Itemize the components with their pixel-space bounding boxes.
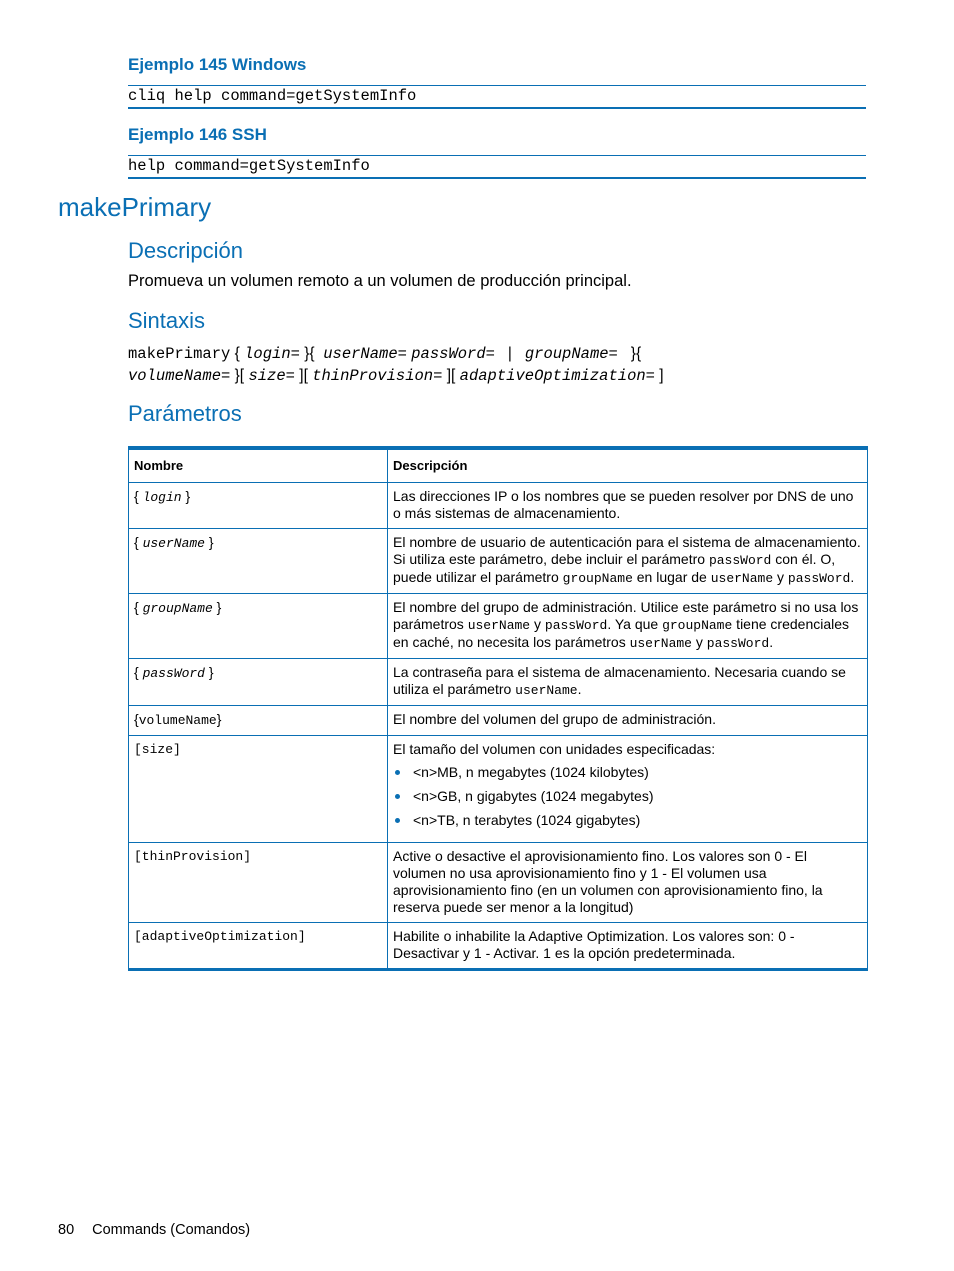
bullet-icon (395, 770, 400, 775)
syntax-groupname: groupName= (524, 345, 618, 363)
param-description: Active o desactive el aprovisionamiento fino. Los valores son 0 - El volumen no usa aprovisionamiento fino y 1 - El volumen usa aprovisionamiento fino (en un volumen con aprovisionamiento fino, la reserva puede ser menor a la longitud) (388, 843, 868, 923)
parameters-table (128, 446, 868, 971)
page-footer (58, 1222, 268, 1238)
column-header-name: Nombre (129, 448, 388, 483)
example-145-code: cliq help command=getSystemInfo (128, 85, 866, 109)
syntax-thinprovision: thinProvision= (312, 367, 443, 385)
example-146-title: Ejemplo 146 SSH (128, 125, 267, 144)
table-row (129, 483, 868, 529)
syntax-login: login= (244, 345, 300, 363)
table-row (129, 923, 868, 970)
param-name: {volumeName} (129, 706, 388, 736)
command-heading: makePrimary (58, 192, 212, 222)
syntax-heading: Sintaxis (128, 308, 206, 333)
param-name: [adaptiveOptimization] (129, 923, 388, 970)
page-number: 80 (58, 1222, 75, 1238)
example-145-title: Ejemplo 145 Windows (128, 55, 307, 74)
table-row (129, 843, 868, 923)
example-146-code: help command=getSystemInfo (128, 155, 866, 179)
table-row (129, 736, 868, 843)
column-header-description: Descripción (388, 448, 868, 483)
param-name: [thinProvision] (129, 843, 388, 923)
param-name: { passWord } (129, 659, 388, 706)
table-row (129, 594, 868, 659)
syntax-volumename: volumeName= (128, 367, 231, 385)
syntax-size: size= (248, 367, 295, 385)
list-item: <n>GB, n gigabytes (1024 megabytes) (393, 788, 862, 805)
description-heading: Descripción (128, 238, 243, 263)
param-description: El nombre de usuario de autenticación para el sistema de almacenamiento. Si utiliza este parámetro, debe incluir el parámetro passWord con él. O, puede utilizar el parámetro groupName en lugar de userName y passWord. (388, 529, 868, 594)
param-description: Habilite o inhabilite la Adaptive Optimization. Los valores son: 0 - Desactivar y 1 - Activar. 1 es la opción predeterminada. (388, 923, 868, 970)
param-description: La contraseña para el sistema de almacenamiento. Necesaria cuando se utiliza el parámetro userName. (388, 659, 868, 706)
syntax-block: makePrimary { login= }{ userName= passWord= | groupName= }{ volumeName= }[ size= ][ thinProvision= ][ adaptiveOptimization= ] (128, 345, 664, 385)
param-description: El tamaño del volumen con unidades especificadas: <n>MB, n megabytes (1024 kilobytes) <n>GB, n gigabytes (1024 megabytes) <n>TB, n terabytes (1024 gigabytes) (388, 736, 868, 843)
param-name: { groupName } (129, 594, 388, 659)
syntax-adaptiveoptimization: adaptiveOptimization= (459, 367, 655, 385)
table-row (129, 706, 868, 736)
param-description: El nombre del volumen del grupo de administración. (388, 706, 868, 736)
param-name: { userName } (129, 529, 388, 594)
footer-section: Commands (Comandos) (92, 1222, 251, 1238)
description-text: Promueva un volumen remoto a un volumen de producción principal. (128, 272, 632, 290)
syntax-username: userName= (323, 345, 407, 363)
bullet-icon (395, 794, 400, 799)
list-item: <n>MB, n megabytes (1024 kilobytes) (393, 764, 862, 781)
list-item: <n>TB, n terabytes (1024 gigabytes) (393, 812, 862, 829)
param-name: [size] (129, 736, 388, 843)
table-row (129, 659, 868, 706)
table-header-row (129, 448, 868, 483)
bullet-icon (395, 818, 400, 823)
syntax-password: passWord= (411, 345, 495, 363)
param-name: { login } (129, 483, 388, 529)
syntax-command: makePrimary (128, 345, 231, 363)
size-units-list (393, 764, 862, 829)
param-description: El nombre del grupo de administración. Utilice este parámetro si no usa los parámetros userName y passWord. Ya que groupName tiene credenciales en caché, no necesita los parámetros userName y passWord. (388, 594, 868, 659)
param-description: Las direcciones IP o los nombres que se pueden resolver por DNS de uno o más sistemas de almacenamiento. (388, 483, 868, 529)
parameters-heading: Parámetros (128, 401, 242, 426)
table-row (129, 529, 868, 594)
